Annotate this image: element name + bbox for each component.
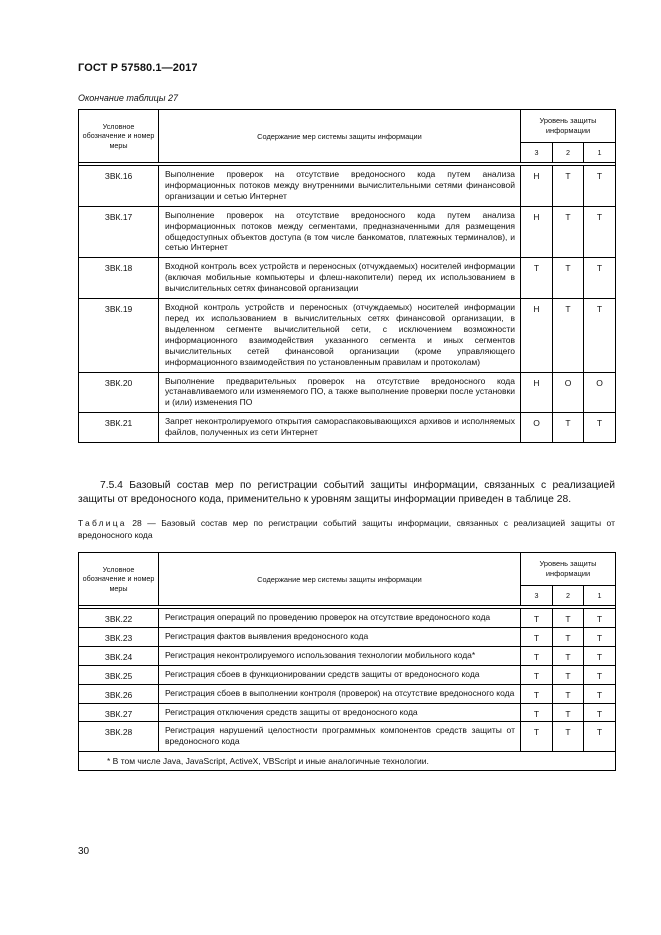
level-header-2: 2	[553, 143, 584, 163]
table-row	[79, 665, 616, 684]
measure-description: Регистрация операций по проведению проверок на отсутствие вредоносного кода	[159, 609, 521, 628]
document-header: ГОСТ Р 57580.1—2017	[78, 62, 198, 74]
level-1-value: Т	[584, 627, 616, 646]
level-3-value: Т	[521, 684, 553, 703]
level-1-value: Т	[584, 299, 616, 372]
level-2-value: Т	[553, 166, 584, 207]
table-row	[79, 166, 616, 207]
level-2-value: Т	[553, 703, 584, 722]
level-2-value: Т	[553, 413, 584, 443]
level-1-value: Т	[584, 258, 616, 299]
level-1-value: Т	[584, 646, 616, 665]
level-header-1: 1	[584, 143, 616, 163]
level-3-value: Н	[521, 166, 553, 207]
level-1-value: Т	[584, 703, 616, 722]
column-header-content: Содержание мер системы защиты информации	[159, 110, 521, 163]
measure-code: ЗВК.16	[79, 166, 159, 207]
measure-code: ЗВК.23	[79, 627, 159, 646]
level-3-value: Т	[521, 722, 553, 752]
level-3-value: Н	[521, 372, 553, 413]
level-1-value: Т	[584, 166, 616, 207]
level-3-value: Т	[521, 258, 553, 299]
column-header-code: Условное обозначение и номер меры	[79, 110, 159, 163]
level-1-value: О	[584, 372, 616, 413]
table-28-caption-text: 28 — Базовый состав мер по регистрации событий защиты информации, связанных с реализацией защиты от вредоносного кода	[78, 518, 615, 540]
measure-description: Выполнение проверок на отсутствие вредоносного кода путем анализа информационных потоков между сегментами, предназначенными для размещения общедоступных объектов доступа (в том числе банкоматов, платежных терминалов), и сетью Интернет	[159, 206, 521, 258]
table-row	[79, 258, 616, 299]
table-row	[79, 703, 616, 722]
measure-description: Регистрация сбоев в функционировании средств защиты от вредоносного кода	[159, 665, 521, 684]
page-number: 30	[78, 846, 90, 857]
table-row	[79, 646, 616, 665]
level-1-value: Т	[584, 684, 616, 703]
measure-description: Выполнение предварительных проверок на отсутствие вредоносного кода устанавливаемого или изменяемого ПО, а также выполнение проверки после установки и (или) изменения ПО	[159, 372, 521, 413]
table-row	[79, 684, 616, 703]
level-2-value: Т	[553, 206, 584, 258]
level-3-value: О	[521, 413, 553, 443]
measure-code: ЗВК.27	[79, 703, 159, 722]
column-header-protection-level: Уровень защиты информации	[521, 553, 616, 586]
level-2-value: Т	[553, 684, 584, 703]
table-row	[79, 609, 616, 628]
level-2-value: Т	[553, 299, 584, 372]
table-row	[79, 372, 616, 413]
level-3-value: Т	[521, 703, 553, 722]
level-header-3: 3	[521, 143, 553, 163]
table-row	[79, 627, 616, 646]
measure-code: ЗВК.28	[79, 722, 159, 752]
level-2-value: Т	[553, 722, 584, 752]
table-row	[79, 722, 616, 752]
column-header-code: Условное обозначение и номер меры	[79, 553, 159, 606]
measure-code: ЗВК.22	[79, 609, 159, 628]
measure-code: ЗВК.19	[79, 299, 159, 372]
measure-code: ЗВК.21	[79, 413, 159, 443]
level-header-3: 3	[521, 586, 553, 606]
table-row	[79, 299, 616, 372]
level-header-1: 1	[584, 586, 616, 606]
table-28-caption	[78, 518, 615, 541]
level-2-value: О	[553, 372, 584, 413]
level-2-value: Т	[553, 609, 584, 628]
column-header-content: Содержание мер системы защиты информации	[159, 553, 521, 606]
level-3-value: Т	[521, 665, 553, 684]
section-paragraph: 7.5.4 Базовый состав мер по регистрации событий защиты информации, связанных с реализацией защиты от вредоносного кода, применительно к уровням защиты информации приведен в таблице 28.	[78, 480, 615, 505]
column-header-protection-level: Уровень защиты информации	[521, 110, 616, 143]
table-27	[78, 109, 616, 443]
level-2-value: Т	[553, 627, 584, 646]
measure-description: Регистрация сбоев в выполнении контроля (проверок) на отсутствие вредоносного кода	[159, 684, 521, 703]
level-2-value: Т	[553, 646, 584, 665]
level-header-2: 2	[553, 586, 584, 606]
measure-description: Выполнение проверок на отсутствие вредоносного кода путем анализа информационных потоков между внутренними вычислительными сетями финансовой организации и сетью Интернет	[159, 166, 521, 207]
measure-code: ЗВК.24	[79, 646, 159, 665]
level-3-value: Т	[521, 627, 553, 646]
level-3-value: Н	[521, 299, 553, 372]
measure-description: Регистрация неконтролируемого использования технологии мобильного кода*	[159, 646, 521, 665]
measure-description: Запрет неконтролируемого открытия самораспаковывающихся архивов и исполняемых файлов, полученных из сети Интернет	[159, 413, 521, 443]
table-28	[78, 552, 616, 771]
table-27-continuation-caption: Окончание таблицы 27	[78, 93, 178, 103]
measure-description: Регистрация фактов выявления вредоносного кода	[159, 627, 521, 646]
level-3-value: Т	[521, 646, 553, 665]
level-1-value: Т	[584, 413, 616, 443]
measure-code: ЗВК.17	[79, 206, 159, 258]
level-1-value: Т	[584, 206, 616, 258]
table-row	[79, 413, 616, 443]
measure-code: ЗВК.25	[79, 665, 159, 684]
level-1-value: Т	[584, 722, 616, 752]
measure-code: ЗВК.26	[79, 684, 159, 703]
measure-description: Регистрация отключения средств защиты от вредоносного кода	[159, 703, 521, 722]
level-1-value: Т	[584, 665, 616, 684]
table-row	[79, 206, 616, 258]
level-2-value: Т	[553, 258, 584, 299]
table-footnote: * В том числе Java, JavaScript, ActiveX, VBScript и иные аналогичные технологии.	[79, 752, 616, 771]
level-1-value: Т	[584, 609, 616, 628]
measure-description: Входной контроль устройств и переносных (отчуждаемых) носителей информации перед их использованием в вычислительных сетях финансовой организации, в выделенном сегменте вычислительной сети, с исключением возможности информационного взаимодействия указанного сегмента и иных сегментов вычислительных сетей финансовой организации (кроме управляющего информационного взаимодействия по установленным правилам и протоколам)	[159, 299, 521, 372]
level-3-value: Н	[521, 206, 553, 258]
measure-code: ЗВК.20	[79, 372, 159, 413]
measure-code: ЗВК.18	[79, 258, 159, 299]
level-3-value: Т	[521, 609, 553, 628]
measure-description: Входной контроль всех устройств и переносных (отчуждаемых) носителей информации (включая мобильные компьютеры и флеш-накопители) перед их использованием в вычислительных сетях финансовой организации	[159, 258, 521, 299]
level-2-value: Т	[553, 665, 584, 684]
measure-description: Регистрация нарушений целостности программных компонентов средств защиты от вредоносного кода	[159, 722, 521, 752]
table-28-caption-label: Таблица	[78, 518, 127, 528]
